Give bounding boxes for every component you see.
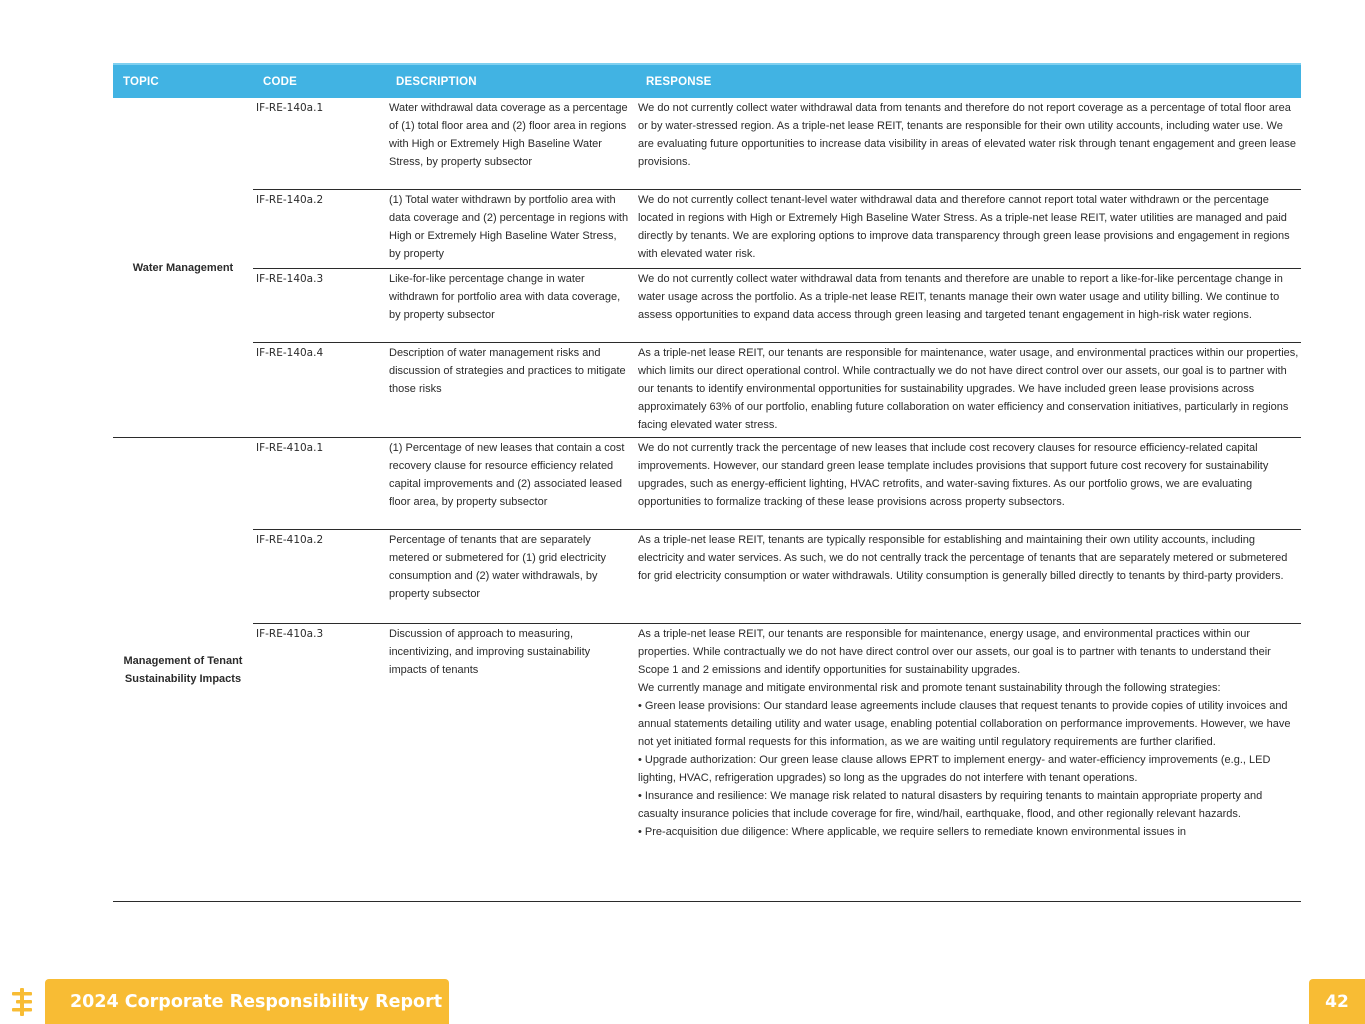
table-row [253, 438, 1301, 530]
metric-response [636, 190, 1301, 268]
metric-code: IF-RE-410a.2 [256, 534, 324, 546]
metric-response [636, 530, 1301, 623]
page-number: 42 [1309, 979, 1365, 1024]
header-description: DESCRIPTION [396, 75, 477, 88]
response-bullet: • Green lease provisions: Our standard lease agreements include clauses that request tenants to provide copies of utility invoices and annual statements detailing utility and water usage, enabling potential collaboration on performance improvements. However, we have not yet initiated formal requests for this information, as we are waiting until regulatory requirements are further clarified. [638, 700, 1291, 748]
metric-response [636, 343, 1301, 437]
metric-response [636, 269, 1301, 342]
metric-code: IF-RE-140a.1 [256, 102, 324, 114]
response-paragraph: As a triple-net lease REIT, our tenants are responsible for maintenance, energy usage, and environmental practices within our properties. While contractually we do not have direct control over our assets, our goal is to partner with tenants to understand their Scope 1 and 2 emissions and identify opportunities for sustainability upgrades. [638, 628, 1271, 676]
metric-response [636, 624, 1301, 901]
topic-label: Water Management [132, 261, 234, 274]
table-row [253, 98, 1301, 190]
response-paragraph: As a triple-net lease REIT, our tenants are responsible for maintenance, water usage, and environmental practices within our properties, which limits our direct operational control. While contractually we do not have direct control over our assets, our goal is to partner with our tenants to identify environmental opportunities for sustainability upgrades. We have included green lease provisions across approximately 63% of our portfolio, enabling future collaboration on water efficiency and conservation initiatives, particularly in regions facing elevated water stress. [638, 347, 1299, 431]
metric-description: Percentage of tenants that are separately metered or submetered for (1) grid electricity consumption and (2) water withdrawals, by property subsector [389, 534, 607, 600]
topic-group-tenant-sustainability [113, 437, 1301, 902]
company-logo-icon [10, 988, 34, 1016]
response-bullet: • Insurance and resilience: We manage risk related to natural disasters by requiring tenants to maintain appropriate property and casualty insurance policies that include coverage for fire, wind/hail, earthquake, flood, and other regionally relevant hazards. [638, 790, 1263, 820]
metric-description: Water withdrawal data coverage as a percentage of (1) total floor area and (2) floor area in regions with High or Extremely High Baseline Water Stress, by property subsector [389, 102, 628, 168]
report-title-banner: 2024 Corporate Responsibility Report [45, 979, 449, 1024]
metric-description: (1) Percentage of new leases that contain a cost recovery clause for resource efficiency related capital improvements and (2) associated leased floor area, by property subsector [389, 442, 625, 508]
metric-code: IF-RE-410a.3 [256, 628, 324, 640]
topic-group-water-management [113, 98, 1301, 438]
topic-label: Management of Tenant Sustainability Impacts [123, 654, 243, 685]
metric-description: (1) Total water withdrawn by portfolio area with data coverage and (2) percentage in regions with High or Extremely High Baseline Water Stress, by property [389, 194, 629, 260]
metric-description: Discussion of approach to measuring, incentivizing, and improving sustainability impacts of tenants [389, 628, 591, 676]
table-row [253, 624, 1301, 901]
table-row [253, 530, 1301, 624]
response-bullet: • Upgrade authorization: Our green lease clause allows EPRT to implement energy- and water-efficiency improvements (e.g., LED lighting, HVAC, refrigeration upgrades) so long as the upgrades do not interfere with tenant operations. [638, 754, 1271, 784]
table-row [253, 190, 1301, 269]
metric-code: IF-RE-140a.2 [256, 194, 324, 206]
header-response: RESPONSE [646, 75, 712, 88]
table-header [113, 63, 1301, 98]
header-code: CODE [263, 75, 298, 88]
response-paragraph: We do not currently collect tenant-level water withdrawal data and therefore cannot report total water withdrawn or the percentage located in regions with High or Extremely High Baseline Water Stress. As a triple-net lease REIT, water utilities are managed and paid directly by tenants. We are exploring options to improve data transparency through green lease provisions and engagement in regions with elevated water risk. [638, 194, 1290, 260]
response-paragraph: We do not currently collect water withdrawal data from tenants and therefore are unable to report a like-for-like percentage change in water usage across the portfolio. As a triple-net lease REIT, tenants manage their own water usage and utility billing. We continue to assess opportunities to expand data access through green leasing and targeted tenant engagement in high-risk water regions. [638, 273, 1283, 321]
metric-code: IF-RE-140a.4 [256, 347, 324, 359]
metric-description: Description of water management risks and discussion of strategies and practices to mitigate those risks [389, 347, 626, 395]
metric-code: IF-RE-410a.1 [256, 442, 324, 454]
response-paragraph: We do not currently track the percentage of new leases that include cost recovery clauses for resource efficiency-related capital improvements. However, our standard green lease template includes provisions that support future cost recovery for sustainability upgrades, such as energy-efficient lighting, HVAC retrofits, and water-saving fixtures. As our portfolio grows, we are evaluating opportunities to formalize tracking of these lease provisions across property subsectors. [638, 442, 1269, 508]
response-bullet: • Pre-acquisition due diligence: Where applicable, we require sellers to remediate known environmental issues in [638, 826, 1187, 838]
header-topic: TOPIC [123, 75, 159, 88]
metric-description: Like-for-like percentage change in water withdrawn for portfolio area with data coverage, by property subsector [389, 273, 621, 321]
table-row [253, 343, 1301, 437]
table-row [253, 269, 1301, 343]
metric-code: IF-RE-140a.3 [256, 273, 324, 285]
response-paragraph: As a triple-net lease REIT, tenants are typically responsible for establishing and maintaining their own utility accounts, including electricity and water services. As such, we do not centrally track the percentage of tenants that are separately metered or submetered for grid electricity consumption or water withdrawals. Utility consumption is generally billed directly to tenants by third-party providers. [638, 534, 1288, 582]
response-paragraph: We currently manage and mitigate environmental risk and promote tenant sustainability through the following strategies: [638, 682, 1221, 694]
metric-response [636, 98, 1301, 189]
sasb-index-table [113, 63, 1301, 902]
response-paragraph: We do not currently collect water withdrawal data from tenants and therefore do not report coverage as a percentage of total floor area or by water-stressed region. As a triple-net lease REIT, tenants are responsible for their own utility accounts, including water use. We are evaluating future opportunities to increase data visibility in areas of elevated water risk through tenant engagement and green lease provisions. [638, 102, 1296, 168]
metric-response [636, 438, 1301, 529]
